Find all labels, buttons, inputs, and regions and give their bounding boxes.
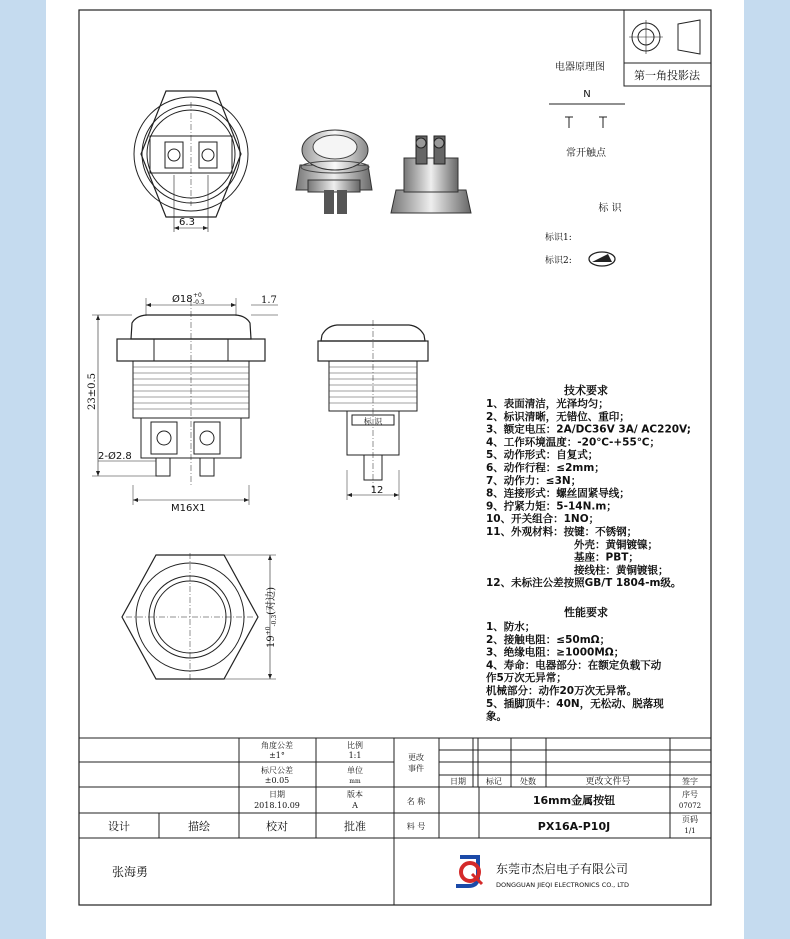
tech-requirements xyxy=(486,383,691,589)
dim-head-dia: Ø18 xyxy=(172,294,193,305)
tech-title: 技术要求 xyxy=(564,384,608,397)
dim-hex-flat: 6.3 xyxy=(179,217,195,228)
dim-tol-label: 标尺公差 xyxy=(261,766,293,775)
dim-head-height: 1.7 xyxy=(261,295,277,306)
tech-line: 8、连接形式：螺丝固紧导线； xyxy=(486,487,630,500)
approve-label: 批准 xyxy=(344,820,366,833)
projection-symbol xyxy=(624,10,711,86)
seq-value: 07072 xyxy=(678,802,702,810)
ratio-label: 比例 xyxy=(347,741,363,750)
schematic xyxy=(549,60,625,159)
col-sign: 签字 xyxy=(682,777,698,786)
schematic-title: 电器原理图 xyxy=(555,62,605,73)
marking-1-label: 标识1: xyxy=(545,233,572,243)
col-docno: 更改文件号 xyxy=(585,777,631,787)
bottom-view xyxy=(122,553,278,682)
marking-title: 标 识 xyxy=(598,203,622,214)
angle-tol-label: 角度公差 xyxy=(261,741,293,750)
tech-line: 6、动作行程：≤2mm； xyxy=(486,462,605,474)
tech-line: 9、拧紧力矩：5-14N.m； xyxy=(486,500,617,513)
marking-section xyxy=(545,201,623,266)
tech-line: 2、标识清晰，无错位、重印； xyxy=(486,410,630,423)
page-label: 页码 xyxy=(682,815,698,824)
perf-line: 5、插脚顶牛：40N，无松动、脱落现 xyxy=(486,697,664,710)
perf-line: 机械部分：动作20万次无异常。 xyxy=(486,685,638,697)
date-value: 2018.10.09 xyxy=(254,801,300,810)
front-view xyxy=(87,292,278,514)
perf-line: 3、绝缘电阻：≥1000MΩ； xyxy=(486,646,625,659)
dim-pin-holes: 2-Ø2.8 xyxy=(98,451,132,462)
check-label: 校对 xyxy=(266,820,288,833)
dim-head-dia-sub: -0.3 xyxy=(193,299,205,306)
dim-head-dia-sup: +0 xyxy=(193,292,202,299)
product-photo-back xyxy=(391,136,471,213)
col-date: 日期 xyxy=(450,777,466,786)
col-mark: 标记 xyxy=(486,777,502,786)
tech-line: 10、开关组合：1NO； xyxy=(486,513,600,526)
change-label-1: 更改 xyxy=(408,753,424,762)
perf-line: 4、寿命：电器部分：在额定负载下动 xyxy=(486,659,662,672)
perf-requirements xyxy=(486,605,664,723)
part-number: PX16A-P10J xyxy=(537,820,611,833)
tech-line: 1、表面清洁，光泽均匀； xyxy=(486,398,609,410)
company-logo xyxy=(456,857,482,886)
product-name: 16mm金属按钮 xyxy=(532,794,616,807)
tech-line: 接线柱：黄铜镀银； xyxy=(574,564,669,577)
tech-line: 4、工作环境温度：-20℃-+55℃； xyxy=(486,436,660,449)
product-photo-front xyxy=(296,130,372,214)
change-label-2: 事件 xyxy=(408,764,424,773)
draw-label: 描绘 xyxy=(188,820,210,833)
name-label: 名 称 xyxy=(406,797,426,806)
perf-line: 1、防水； xyxy=(486,621,536,633)
dim-thread: M16X1 xyxy=(171,503,206,514)
schematic-caption: 常开触点 xyxy=(566,148,606,159)
tech-line: 3、额定电压：2A/DC36V 3A/ AC220V; xyxy=(486,423,691,436)
dim-across-flats: $19^{+0}_{-0.3}$(对边) xyxy=(265,587,278,648)
tech-line: 12、未标注公差按照GB/T 1804-m级。 xyxy=(486,577,682,590)
dim-width: 12 xyxy=(370,485,384,496)
title-block-text xyxy=(108,740,701,879)
marking-2-label: 标识2: xyxy=(545,256,572,266)
schematic-symbol: N xyxy=(583,89,591,100)
seq-label: 序号 xyxy=(682,790,698,799)
technical-drawing xyxy=(46,0,744,939)
company-name-en: DONGGUAN JIEQI ELECTRONICS CO., LTD xyxy=(496,881,630,889)
perf-line: 象。 xyxy=(486,710,507,723)
dim-total-length: 23±0.5 xyxy=(87,372,98,410)
angle-tol-value: ±1° xyxy=(269,751,285,760)
tech-line: 基座：PBT； xyxy=(574,551,639,564)
tech-line: 11、外观材料：按键：不锈钢； xyxy=(486,526,638,538)
company-name-cn: 东莞市杰启电子有限公司 xyxy=(496,862,629,876)
dim-tol-value: ±0.05 xyxy=(264,776,290,785)
drawing-sheet xyxy=(46,0,744,939)
marking-2-logo xyxy=(589,252,615,266)
top-view xyxy=(134,91,248,232)
page-value: 1/1 xyxy=(684,827,696,835)
col-count: 处数 xyxy=(520,777,536,786)
version-label: 版本 xyxy=(347,790,363,799)
part-label: 料 号 xyxy=(406,822,426,831)
ratio-value: 1:1 xyxy=(348,751,362,760)
unit-label: 单位 xyxy=(347,766,363,775)
version-value: A xyxy=(352,801,358,810)
design-label: 设计 xyxy=(108,820,130,833)
date-label: 日期 xyxy=(269,790,285,799)
projection-label: 第一角投影法 xyxy=(634,69,700,82)
tech-line: 5、动作形式：自复式； xyxy=(486,449,599,462)
unit-value: mm xyxy=(349,778,361,785)
tech-line: 7、动作力：≤3N； xyxy=(486,474,582,487)
tech-line: 外壳：黄铜镀镍； xyxy=(574,538,658,551)
perf-title: 性能要求 xyxy=(564,606,608,619)
title-block xyxy=(79,738,711,905)
perf-line: 2、接触电阻：≤50mΩ； xyxy=(486,633,611,646)
side-marking-label: 标 识 xyxy=(363,417,383,426)
side-view xyxy=(318,320,428,500)
perf-line: 作5万次无异常； xyxy=(486,672,567,685)
designer-name: 张海勇 xyxy=(111,865,149,879)
